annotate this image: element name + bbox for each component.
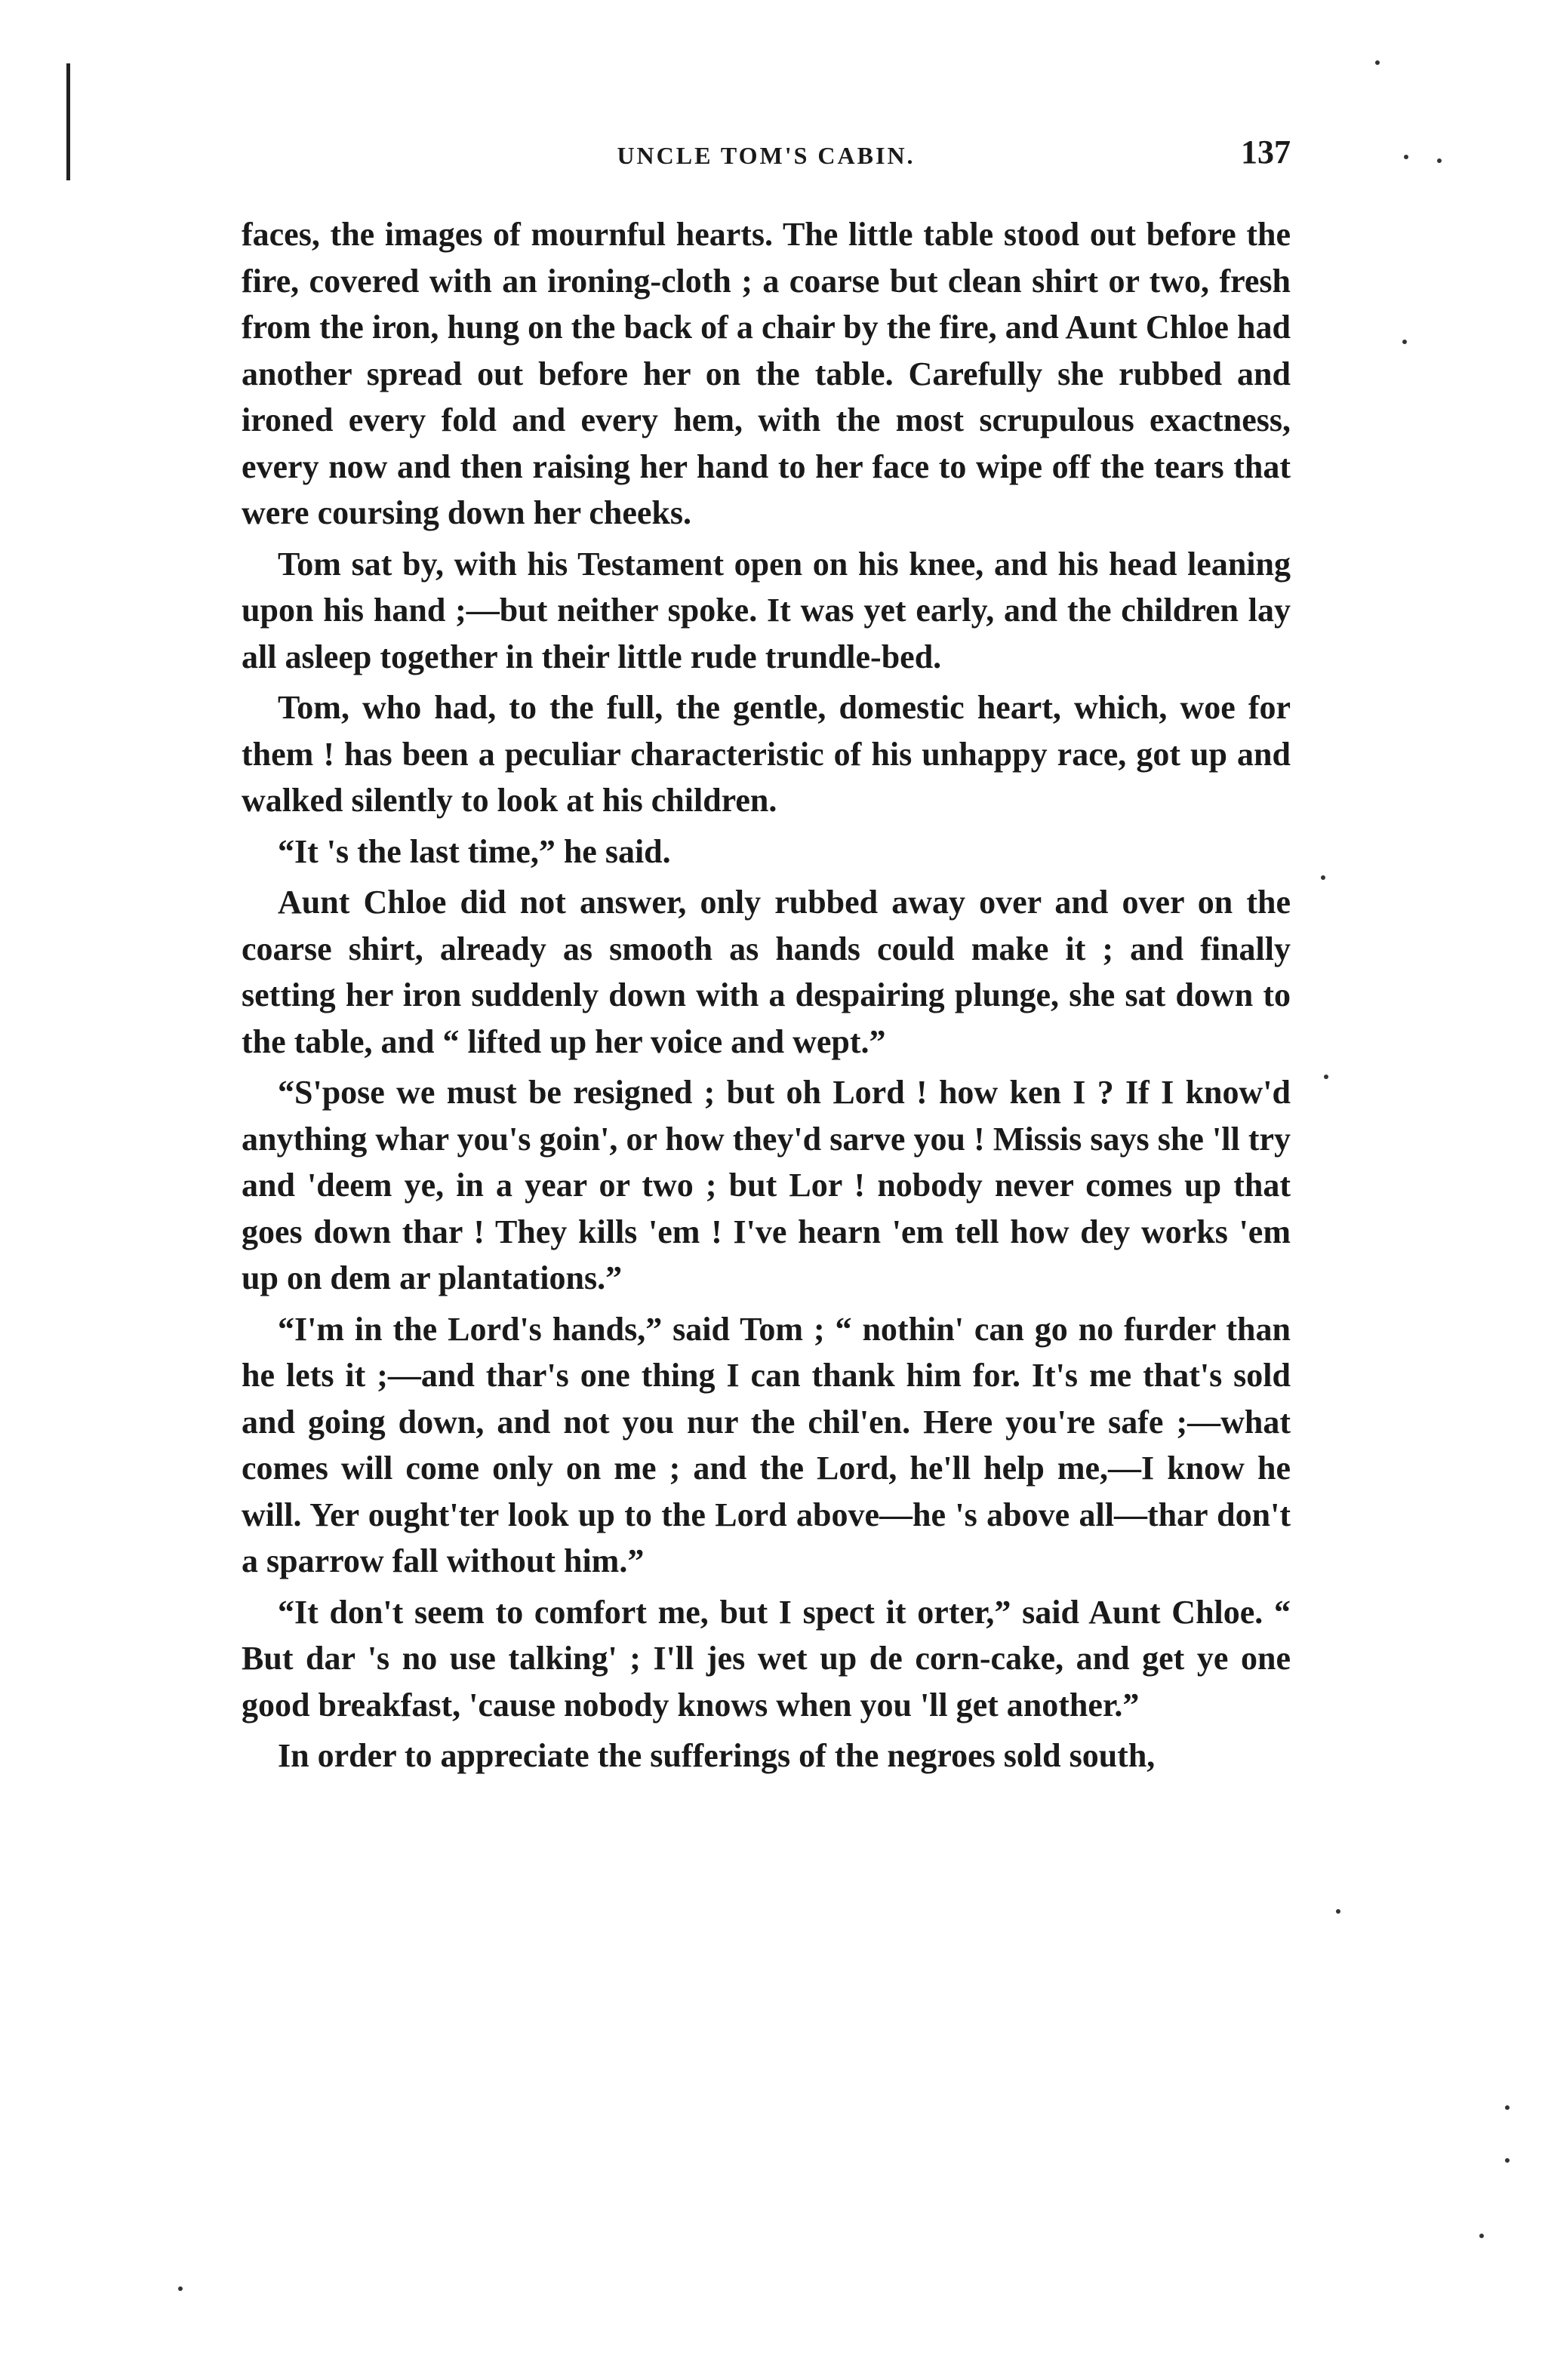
paragraph: Tom, who had, to the full, the gentle, domestic heart, which, woe for them ! has been a peculiar characteristic of his unhappy race, got up and walked silently to look at his children. <box>242 689 1291 819</box>
paragraph: In order to appreciate the sufferings of the negroes sold south, <box>278 1737 1156 1774</box>
scan-speck <box>1321 875 1325 880</box>
page-number: 137 <box>1241 134 1291 171</box>
scan-speck <box>1324 1075 1328 1079</box>
scan-speck <box>1437 158 1442 163</box>
scan-speck <box>1404 155 1408 159</box>
scan-speck <box>1505 2105 1510 2110</box>
paragraph: “It don't seem to comfort me, but I spect it orter,” said Aunt Chloe. “ But dar 's no use talking' ; I'll jes wet up de corn-cake, and get ye one good breakfast, 'cause nobody knows when you 'll get another.” <box>242 1593 1291 1724</box>
page-header <box>242 133 1291 186</box>
paragraph: “It 's the last time,” he said. <box>278 832 671 870</box>
paragraph: faces, the images of mournful hearts. The little table stood out before the fire, covered with an ironing-cloth ; a coarse but clean shirt or two, fresh from the iron, hung on the back of a chair by the fire, and Aunt Chloe had another spread out before her on the table. Carefully she rubbed and ironed every fold and every hem, with the most scrupulous exactness, every now and then raising her hand to her face to wipe off the tears that were coursing down her cheeks. <box>242 216 1291 531</box>
paragraph: Tom sat by, with his Testament open on his knee, and his head leaning upon his hand ;—but neither spoke. It was yet early, and the children lay all asleep together in their little rude trundle-bed. <box>242 545 1291 675</box>
paragraph: “I'm in the Lord's hands,” said Tom ; “ nothin' can go no furder than he lets it ;—and thar's one thing I can thank him for. It's me that's sold and going down, and not you nur the chil'en. Here you're safe ;—what comes will come only on me ; and the Lord, he'll help me,—I know he will. Yer ought'ter look up to the Lord above—he 's above all—thar don't a sparrow fall without him.” <box>242 1310 1291 1579</box>
scan-speck <box>1336 1909 1340 1914</box>
body-text <box>242 211 1291 1784</box>
paragraph: “S'pose we must be resigned ; but oh Lord ! how ken I ? If I know'd anything whar you's goin', or how they'd sarve you ! Missis says she 'll try and 'deem ye, in a year or two ; but Lor ! nobody never comes up that goes down thar ! They kills 'em ! I've hearn 'em tell how dey works 'em up on dem ar plantations.” <box>242 1074 1291 1296</box>
scan-speck <box>1402 340 1407 344</box>
running-title: UNCLE TOM'S CABIN. <box>617 142 916 169</box>
binding-edge-mark <box>66 63 70 180</box>
scan-speck <box>178 2286 183 2291</box>
scan-speck <box>1505 2158 1510 2163</box>
paragraph: Aunt Chloe did not answer, only rubbed away over and over on the coarse shirt, already as smooth as hands could make it ; and finally setting her iron suddenly down with a despairing plunge, she sat down to the table, and “ lifted up her voice and wept.” <box>242 884 1291 1060</box>
scan-speck <box>1479 2234 1484 2238</box>
scan-speck <box>1375 60 1380 65</box>
